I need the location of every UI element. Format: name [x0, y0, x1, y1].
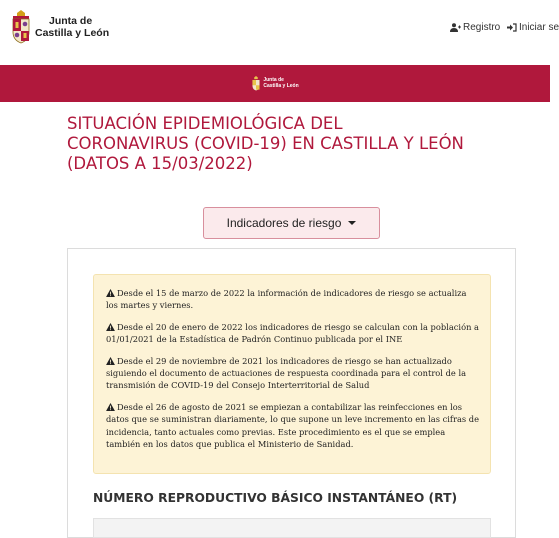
notice-text: Desde el 20 de enero de 2022 los indicadores de riesgo se calculan con la población a 01/01/2021 de la Estadística de Padrón Continuo publicada por el INE [106, 321, 479, 345]
band-logo-line2: Castilla y León [263, 82, 299, 89]
band-logo-text [263, 78, 298, 89]
iniciar-sesion-link[interactable] [507, 22, 559, 33]
coat-of-arms-icon [251, 76, 261, 91]
warning-icon [106, 289, 115, 297]
logo-text [35, 15, 109, 39]
notice-item [106, 355, 480, 392]
registro-label: Registro [463, 22, 501, 33]
brand-band [0, 65, 550, 102]
coat-of-arms-icon [10, 10, 32, 44]
caret-down-icon [348, 221, 356, 225]
junta-logo[interactable] [10, 10, 109, 44]
indicadores-dropdown[interactable] [203, 207, 380, 239]
notice-text: Desde el 15 de marzo de 2022 la información de indicadores de riesgo se actualiza los martes y viernes. [106, 288, 467, 311]
notice-text: Desde el 29 de noviembre de 2021 los indicadores de riesgo se han actualizado siguiendo el documento de actuaciones de respuesta coordinada para el control de la transmisión de COVID-19 del Consejo Interterritorial de Salud [106, 355, 467, 391]
warning-alert [93, 274, 491, 474]
user-plus-icon [450, 23, 461, 32]
iniciar-label: Iniciar se [519, 22, 559, 33]
warning-icon [106, 403, 115, 411]
notice-item [106, 287, 480, 312]
notice-text: Desde el 26 de agosto de 2021 se empiezan a contabilizar las reinfecciones en los datos que se suministran diariamente, lo que supone un leve incremento en las cifras de incidencia, tanto actuales como previas. Este procedimiento es el que se emplea también en los datos que publica el Ministerio de Sanidad. [106, 401, 480, 450]
sign-in-icon [507, 23, 517, 32]
rt-panel [93, 518, 491, 538]
logo-line1: Junta de [49, 15, 93, 27]
notice-item [106, 321, 480, 346]
warning-icon [106, 323, 115, 331]
notice-item [106, 401, 480, 451]
warning-icon [106, 357, 115, 365]
band-logo-line1: Junta de [263, 77, 284, 83]
band-logo [251, 76, 298, 91]
page-title: SITUACIÓN EPIDEMIOLÓGICA DEL CORONAVIRUS (COVID-19) EN CASTILLA Y LEÓN (DATOS A 15/03/2022) [67, 114, 464, 173]
dropdown-label: Indicadores de riesgo [226, 216, 342, 230]
rt-section-title: NÚMERO REPRODUCTIVO BÁSICO INSTANTÁNEO (RT) [93, 491, 458, 505]
top-header [0, 0, 559, 65]
registro-link[interactable] [450, 22, 500, 33]
logo-line2: Castilla y León [35, 27, 110, 39]
